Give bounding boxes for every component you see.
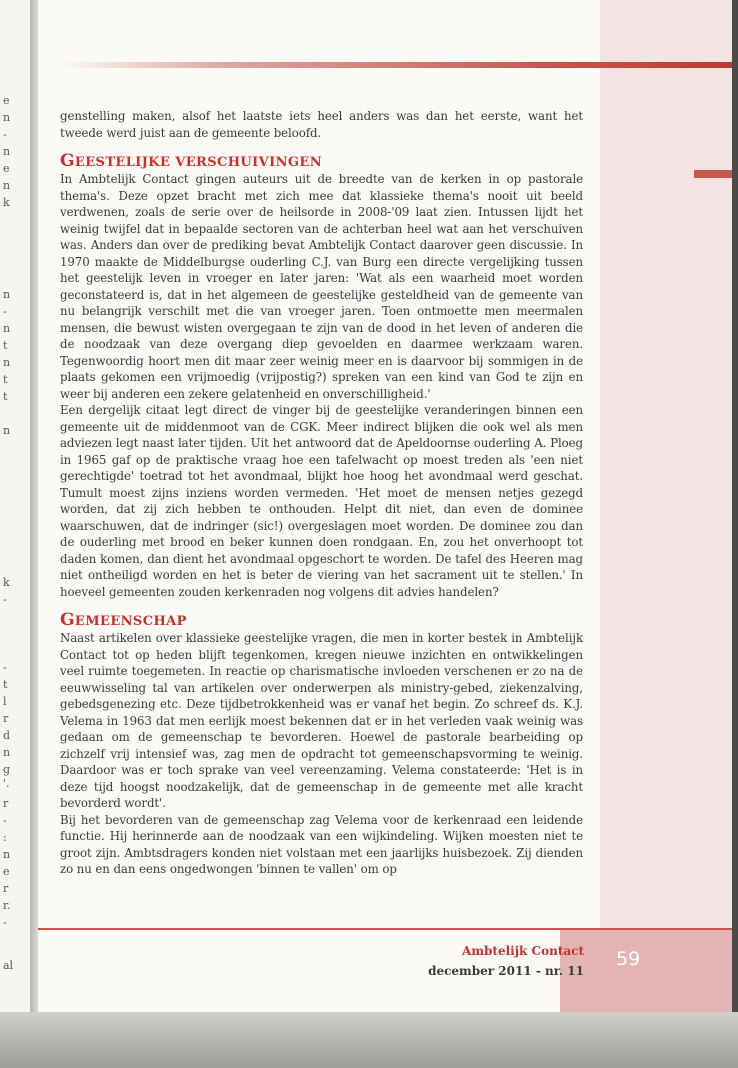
previous-page-char: n [3,145,11,158]
previous-page-char: - [3,128,7,141]
previous-page-char: n [3,356,11,369]
section-heading-geestelijke-verschuivingen: GEESTELIJKE VERSCHUIVINGEN [60,151,322,171]
previous-page-char: : [3,831,7,844]
previous-page-char: n [3,848,11,861]
previous-page-char: t [3,678,8,691]
section-heading-gemeenschap: GEMEENSCHAP [60,610,187,630]
previous-page-fragments [3,0,27,1012]
intro-paragraph: genstelling maken, alsof het laatste iets heel anders was dan het eerste, want het tweede werd juist aan de gemeente beloofd. [60,109,583,140]
previous-page-char: '. [3,777,10,790]
book-spine-shadow [30,0,38,1068]
bottom-edge-shadow [0,1012,738,1068]
previous-page-char: - [3,916,7,929]
previous-page-char: t [3,373,8,386]
previous-page-char: r [3,797,9,810]
previous-page-char: n [3,424,11,437]
previous-page-char: e [3,94,10,107]
previous-page-char: n [3,179,11,192]
previous-page-char: e [3,865,10,878]
previous-page-char: - [3,814,7,827]
previous-page-char: k [3,576,10,589]
article-column [60,108,583,878]
previous-page-char: n [3,322,11,335]
previous-page-char: r [3,882,9,895]
page-number: 59 [616,948,641,970]
issue-info: december 2011 - nr. 11 [428,964,584,978]
previous-page-char: - [3,661,7,674]
previous-page-char: t [3,390,8,403]
previous-page-char: r [3,712,9,725]
previous-page-char: t [3,339,8,352]
page-number-box [560,930,732,1012]
top-gradient-bar [60,62,732,68]
magazine-name: Ambtelijk Contact [462,944,584,958]
previous-page-char: n [3,111,11,124]
previous-page-char: - [3,593,7,606]
right-edge-shadow [732,0,738,1068]
pink-side-column [600,0,732,1012]
previous-page-char: - [3,305,7,318]
previous-page-char: n [3,288,11,301]
previous-page-char: r. [3,899,11,912]
previous-page-char: e [3,162,10,175]
section-marker-tab [694,170,732,178]
body-paragraph: Bij het bevorderen van de gemeenschap zag Velema voor de kerkenraad een leidende functie. Hij herinnerde aan de noodzaak van een wijkindeling. Wijken moesten niet te groot zijn. Ambtsdragers konden niet volstaan met een jaarlijks huisbezoek. Zij dienden zo nu en dan eens ongedwongen 'binnen te vallen' om op [60,812,583,876]
body-paragraph: Naast artikelen over klassieke geestelijke vragen, die men in korter bestek in Ambtelijk Contact tot op heden blijft tegenkomen, kregen nieuwe inzichten en ontwikkelingen veel ruimte toegemeten. In reactie op charismatische invloeden verschenen er zo na de eeuwwisseling tal van artikelen over onderwerpen als ministry-gebed, ziekenzalving, gebedsgenezing etc. Deze tijdbetrokkenheid was er vanaf het begin. Zo schreef ds. K.J. Velema in 1963 dat men eerlijk moest bekennen dat er in het verleden vaak weinig was gedaan om de gemeenschap te bevorderen. Hoewel de pastorale bearbeiding op zichzelf vrij intensief was, zag men de opdracht tot gemeenschapsvorming te weinig. Daardoor was er toch sprake van veel vereenzaming. Velema constateerde: 'Het is in deze tijd hoogst noodzakelijk, dat de gemeenschap in de gemeente met alle kracht bevorderd wordt'. [60,631,583,810]
body-paragraph: In Ambtelijk Contact gingen auteurs uit de breedte van de kerken in op pastorale thema's. Deze opzet bracht met zich mee dat klassieke thema's nooit uit beeld verdwenen, zoals de serie over de heilsorde in 2008-'09 laat zien. Intussen lijdt het weinig twijfel dat in bepaalde sectoren van de achterban heel wat aan het verschuiven was. Anders dan over de prediking bevat Ambtelijk Contact daarover geen discussie. In 1970 maakte de Middelburgse ouderling C.J. van Burg een directe vergelijking tussen het geestelijk leven in vroeger en later jaren: 'Wat als een waarheid moet worden geconstateerd is, dat in het algemeen de geestelijke gesteldheid van de gemeente van nu belangrijk verschilt met die van vroeger jaren. Toen ontmoette men meermalen mensen, die bewust wisten overgegaan te zijn van de dood in het leven of anderen die de noodzaak van deze overgang diep gevoelden en daarmee werkzaam waren. Tegenwoordig hoort men dit maar zeer weinig meer en is daarvoor bij sommigen in de plaats gekomen een vrijmoedig (vrijpostig?) spreken van een kind van God te zijn en weer bij anderen een zekere gelatenheid en onverschilligheid.' [60,172,583,401]
previous-page-char: n [3,746,11,759]
previous-page-char: k [3,196,10,209]
previous-page-char: d [3,729,11,742]
previous-page-char: l [3,695,7,708]
previous-page-char: g [3,763,11,776]
body-paragraph: Een dergelijk citaat legt direct de vinger bij de geestelijke veranderingen binnen een gemeente uit de middenmoot van de CGK. Meer indirect blijken die ook wel als men adviezen legt naast later tijden. Uit het antwoord dat de Apeldoornse ouderling A. Ploeg in 1965 gaf op de praktische vraag hoe een tafelwacht op moest treden als 'een niet gerechtigde' toetrad tot het avondmaal, blijkt hoe hoog het avondmaal werd geschat. Tumult moest zijns inziens worden vermeden. 'Het moet de mensen netjes gezegd worden, dat zij zich hebben te onthouden. Helpt dit niet, dan even de dominee waarschuwen, dat de indringer (sic!) overgeslagen moet worden. De dominee zou dan de ouderling met brood en beker kunnen doen rondgaan. En, zou het onverhoopt tot daden komen, dan dient het avondmaal opgeschort te worden. De tafel des Heeren mag niet ontheiligd worden en het is beter de viering van het sacrament uit te stellen.' In hoeveel gemeenten zouden kerkenraden nog volgens dit advies handelen? [60,403,583,599]
previous-page-char: al [3,959,14,972]
footer-rule [38,928,732,930]
